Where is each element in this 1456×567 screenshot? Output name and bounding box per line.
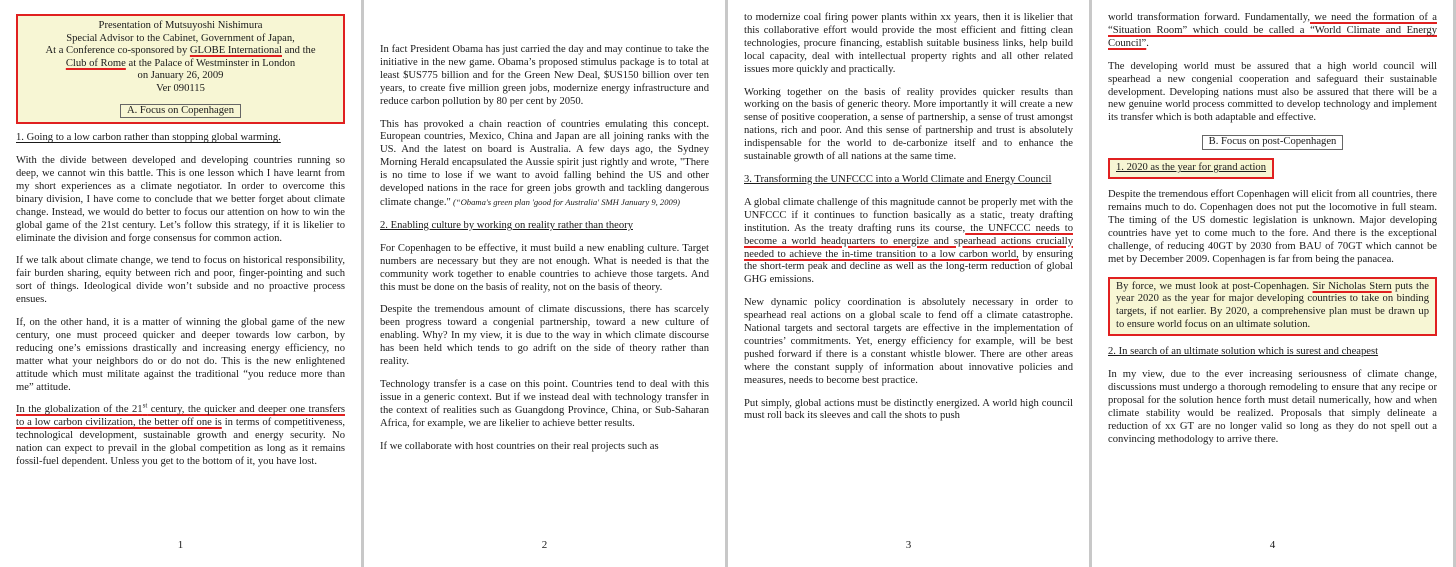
heading-1: 1. Going to a low carbon rather than stopping global warming. [16,132,281,144]
page-number: 2 [541,539,548,552]
header-line-title: Presentation of Mutsuyoshi Nishimura [98,20,263,31]
paragraph: If we talk about climate change, we tend to focus on historical responsibility, fair burden sharing, equity between rich and poor, finger-pointing and such sort of things. Ideological divide won’t subside and no proactive process ensues. [16,255,345,306]
page-3 [728,0,1089,567]
section-b-title: B. Focus on post-Copenhagen [1202,135,1344,150]
superscript: st [142,401,148,410]
highlight-part-1: In the globalization of the 21 [16,404,143,416]
page-number: 1 [177,539,184,552]
paragraph: For Copenhagen to be effective, it must build a new enabling culture. Target numbers are necessary but they are not enough. What is needed is that the community work together to enable countries to achieve those targets. And this must be done on the basis of reality, not on the basis of theory. [380,242,709,293]
page-1 [0,0,361,567]
header-line-version: Ver 090115 [156,82,205,94]
header-line-role: Special Advisor to the Cabinet, Government of Japan, [66,32,295,44]
highlight-part-2: century, the quicker and deeper one transfers to a low carbon civilization, the better off one is [16,404,345,429]
paragraph-end: . [1146,37,1149,49]
paragraph-situation-room [1108,12,1437,51]
nicholas-stern-text: Sir Nicholas Stern [1312,280,1392,292]
club-of-rome-text: Club of Rome [65,57,126,69]
paragraph-stern [1116,281,1429,333]
header-line-conference [24,45,337,58]
paragraph: With the divide between developed and developing countries running so deep, we cannot win this battle. This is one lesson which I have learnt from my short experiences as a climate negotiator. In order to overcome this binary division, I have come to conclude that we better forget about climate change. Instead, we would do better to focus our attention on how to win the global game of the 21st century. Let’s follow this strategy, if it is likelier to eliminate the division and forge consensus for common action. [16,155,345,244]
paragraph-rest: puts the year 2020 as the year for major developing countries to take on binding targets, if not earlier. By 2020, a comprehensive plan must be drawn up to ensure world focus on an ultimate solution. [1116,280,1430,331]
paragraph: In my view, due to the ever increasing seriousness of climate change, discussions must undergo a thorough remodeling to ensure that any recipe or proposal for the solution hence forth must detail numerically, how and when climate stability would be realized. Proposals that simply delineate a reduction of xx GT are no longer valid so long as they do not spell out a convincing methodology to arrive there. [1108,369,1437,445]
page-number: 4 [1269,539,1276,552]
highlighted-sentence: the UNFCCC needs to become a world headquarters to energize and spearhead actions crucially needed to achieve the in-time transition to a low carbon world, [744,222,1073,260]
heading-2: 2. Enabling culture by working on reality rather than theory [380,219,633,231]
paragraph: Technology transfer is a case on this point. Countries tend to deal with this issue in a generic context. But if we instead deal with technology transfer in the context of realities such as Guangdong Province, China, or Sub-Saharan Africa, for example, we are likelier to achieve better results. [380,378,709,429]
globe-international-link: GLOBE International [189,45,282,57]
paragraph: If we collaborate with host countries on their real projects such as [380,440,659,452]
paragraph: In fact President Obama has just carried the day and may continue to take the initiative in the new game. Obama’s proposed stimulus package is to total at least $US775 billion and for the Green New Deal, $US150 billion over ten years, to create five million green jobs, modernize energy infrastructure and reduce carbon pollution by 80 per cent by 2050. [380,44,709,107]
paragraph-text: This has provoked a chain reaction of countries emulating this concept. European countries, Mexico, China and Japan are all joining ranks with the US. And the latest on board is Australia. A few days ago, the Sydney Morning Herald encapsulated the Aussie spirit just rightly and wrote, "There is no time to lose if we want to avoid falling behind the US and other developed nations in the race for green jobs growth and tackling dangerous climate change." [380,118,709,208]
paragraph-rest: in terms of competitiveness, technological development, sustainable growth and energy security. No nation can expect to prevail in the global competition as long as it remains fossil-fuel dependent. Unless you get to the bottom of it, you have lost. [16,417,345,468]
page-4 [1092,0,1453,567]
paragraph: Despite the tremendous effort Copenhagen will elicit from all countries, there remains much to do. Copenhagen does not put the locomotive in full steam. The timing of the US domestic legislation is unknown. Major developing countries have yet to come much to the fore. And there is the exceptional challenge, of reducing 40GT by 2030 from BAU of 70GT which cannot be met by December 2009. Copenhagen is far from being the panacea. [1108,189,1437,265]
section-b-wrap [1108,135,1437,150]
header-venue-text: at the Palace of Westminster in London [125,57,296,69]
heading-3: 3. Transforming the UNFCCC into a World Climate and Energy Council [744,173,1052,185]
highlighted-sentence: we need the formation of a “Situation Room” which could be called a “World Climate and Energy Council” [1108,12,1437,49]
paragraph-text: By force, we must look at post-Copenhagen. [1116,280,1313,292]
page-number: 3 [905,539,912,552]
paragraph: Despite the tremendous amount of climate discussions, there has scarcely been progress toward a congenial partnership, toward a new culture of enabling. Why? In my view, it is due to the way in which climate discourse has been held which tends to go adrift on the side of theory rather than reality. [380,304,709,368]
paragraph: Put simply, global actions must be distinctly energized. A world high council must roll back its sleeves and call the shots to push [744,397,1073,422]
paragraph-globalization [16,401,345,469]
highlighted-heading-2020 [1108,158,1274,179]
paragraph: The developing world must be assured that a high world council will spearhead a new congenial cooperation and safeguard their sustainable development. Developing nations must also be assured that there will be a new genuine world process committed to develop technology and implement its transfer which is both adaptable and effective. [1108,60,1437,124]
highlighted-paragraph-stern [1108,277,1437,337]
page-2 [364,0,725,567]
paragraph: New dynamic policy coordination is absolutely necessary in order to spearhead real actions on a global scale to fend off a climate catastrophe. National targets and sectoral targets are effective in the implementation of countries’ commitments. Yet, energy efficiency for example, will be best pushed forward if there is a constant whistle blower. There are other areas where the constant supply of information about innovative policies and measures, needs to become best practice. [744,297,1073,386]
paragraph-unfccc [744,197,1073,287]
header-conference-text: At a Conference co-sponsored by [45,45,190,57]
paragraph-text: world transformation forward. Fundamentally, [1108,12,1310,23]
paragraph-with-citation [380,119,709,210]
paragraph: If, on the other hand, it is a matter of winning the global game of the new century, one must proceed quicker and deeper towards low carbon, by reducing one’s emissions drastically and increasing energy efficiency, no matter what your neighbors do or do not do. This is the new enlightened attitude which must militate against the traditional “you reduce more than me” attitude. [16,317,345,393]
heading-2020-text: 1. 2020 as the year for grand action [1116,162,1267,174]
header-line-venue [24,58,337,71]
paragraph: to modernize coal firing power plants within xx years, then it is likelier that this collaborative effort would provide the most efficient and fitting clean technologies, procure financing, establish suitable business links, help build local capacity, deal with intellectual property rights and all other related issues more quickly and practically. [744,12,1073,75]
header-conference-text-end: and the [282,45,316,57]
header-line-date: on January 26, 2009 [137,70,224,82]
paragraph-rest: by ensuring the short-term peak and decline as well as the long-term reduction of global GHG emissions. [744,248,1074,286]
paragraph: Working together on the basis of reality provides quicker results than working on the basis of generic theory. More importantly it will create a new sense of positive cooperation, a sense of partnership, a sense of trust amongst nations, rich and poor. And this sense of partnership and trust is absolutely indispensable for the world to de-carbonize itself and to enhance the sustainable growth of all nations at the same time. [744,86,1073,163]
paragraph-text: A global climate challenge of this magnitude cannot be properly met with the UNFCCC if it continues to function basically as a static, treaty drafting institution. As the treaty drafting runs its course, [744,196,1073,234]
presentation-header-box [16,14,345,124]
heading-ultimate-solution: 2. In search of an ultimate solution which is surest and cheapest [1108,346,1379,358]
citation: (“Obama's green plan 'good for Australia' SMH January 9, 2009) [450,196,680,207]
section-a-title: A. Focus on Copenhagen [120,104,241,119]
